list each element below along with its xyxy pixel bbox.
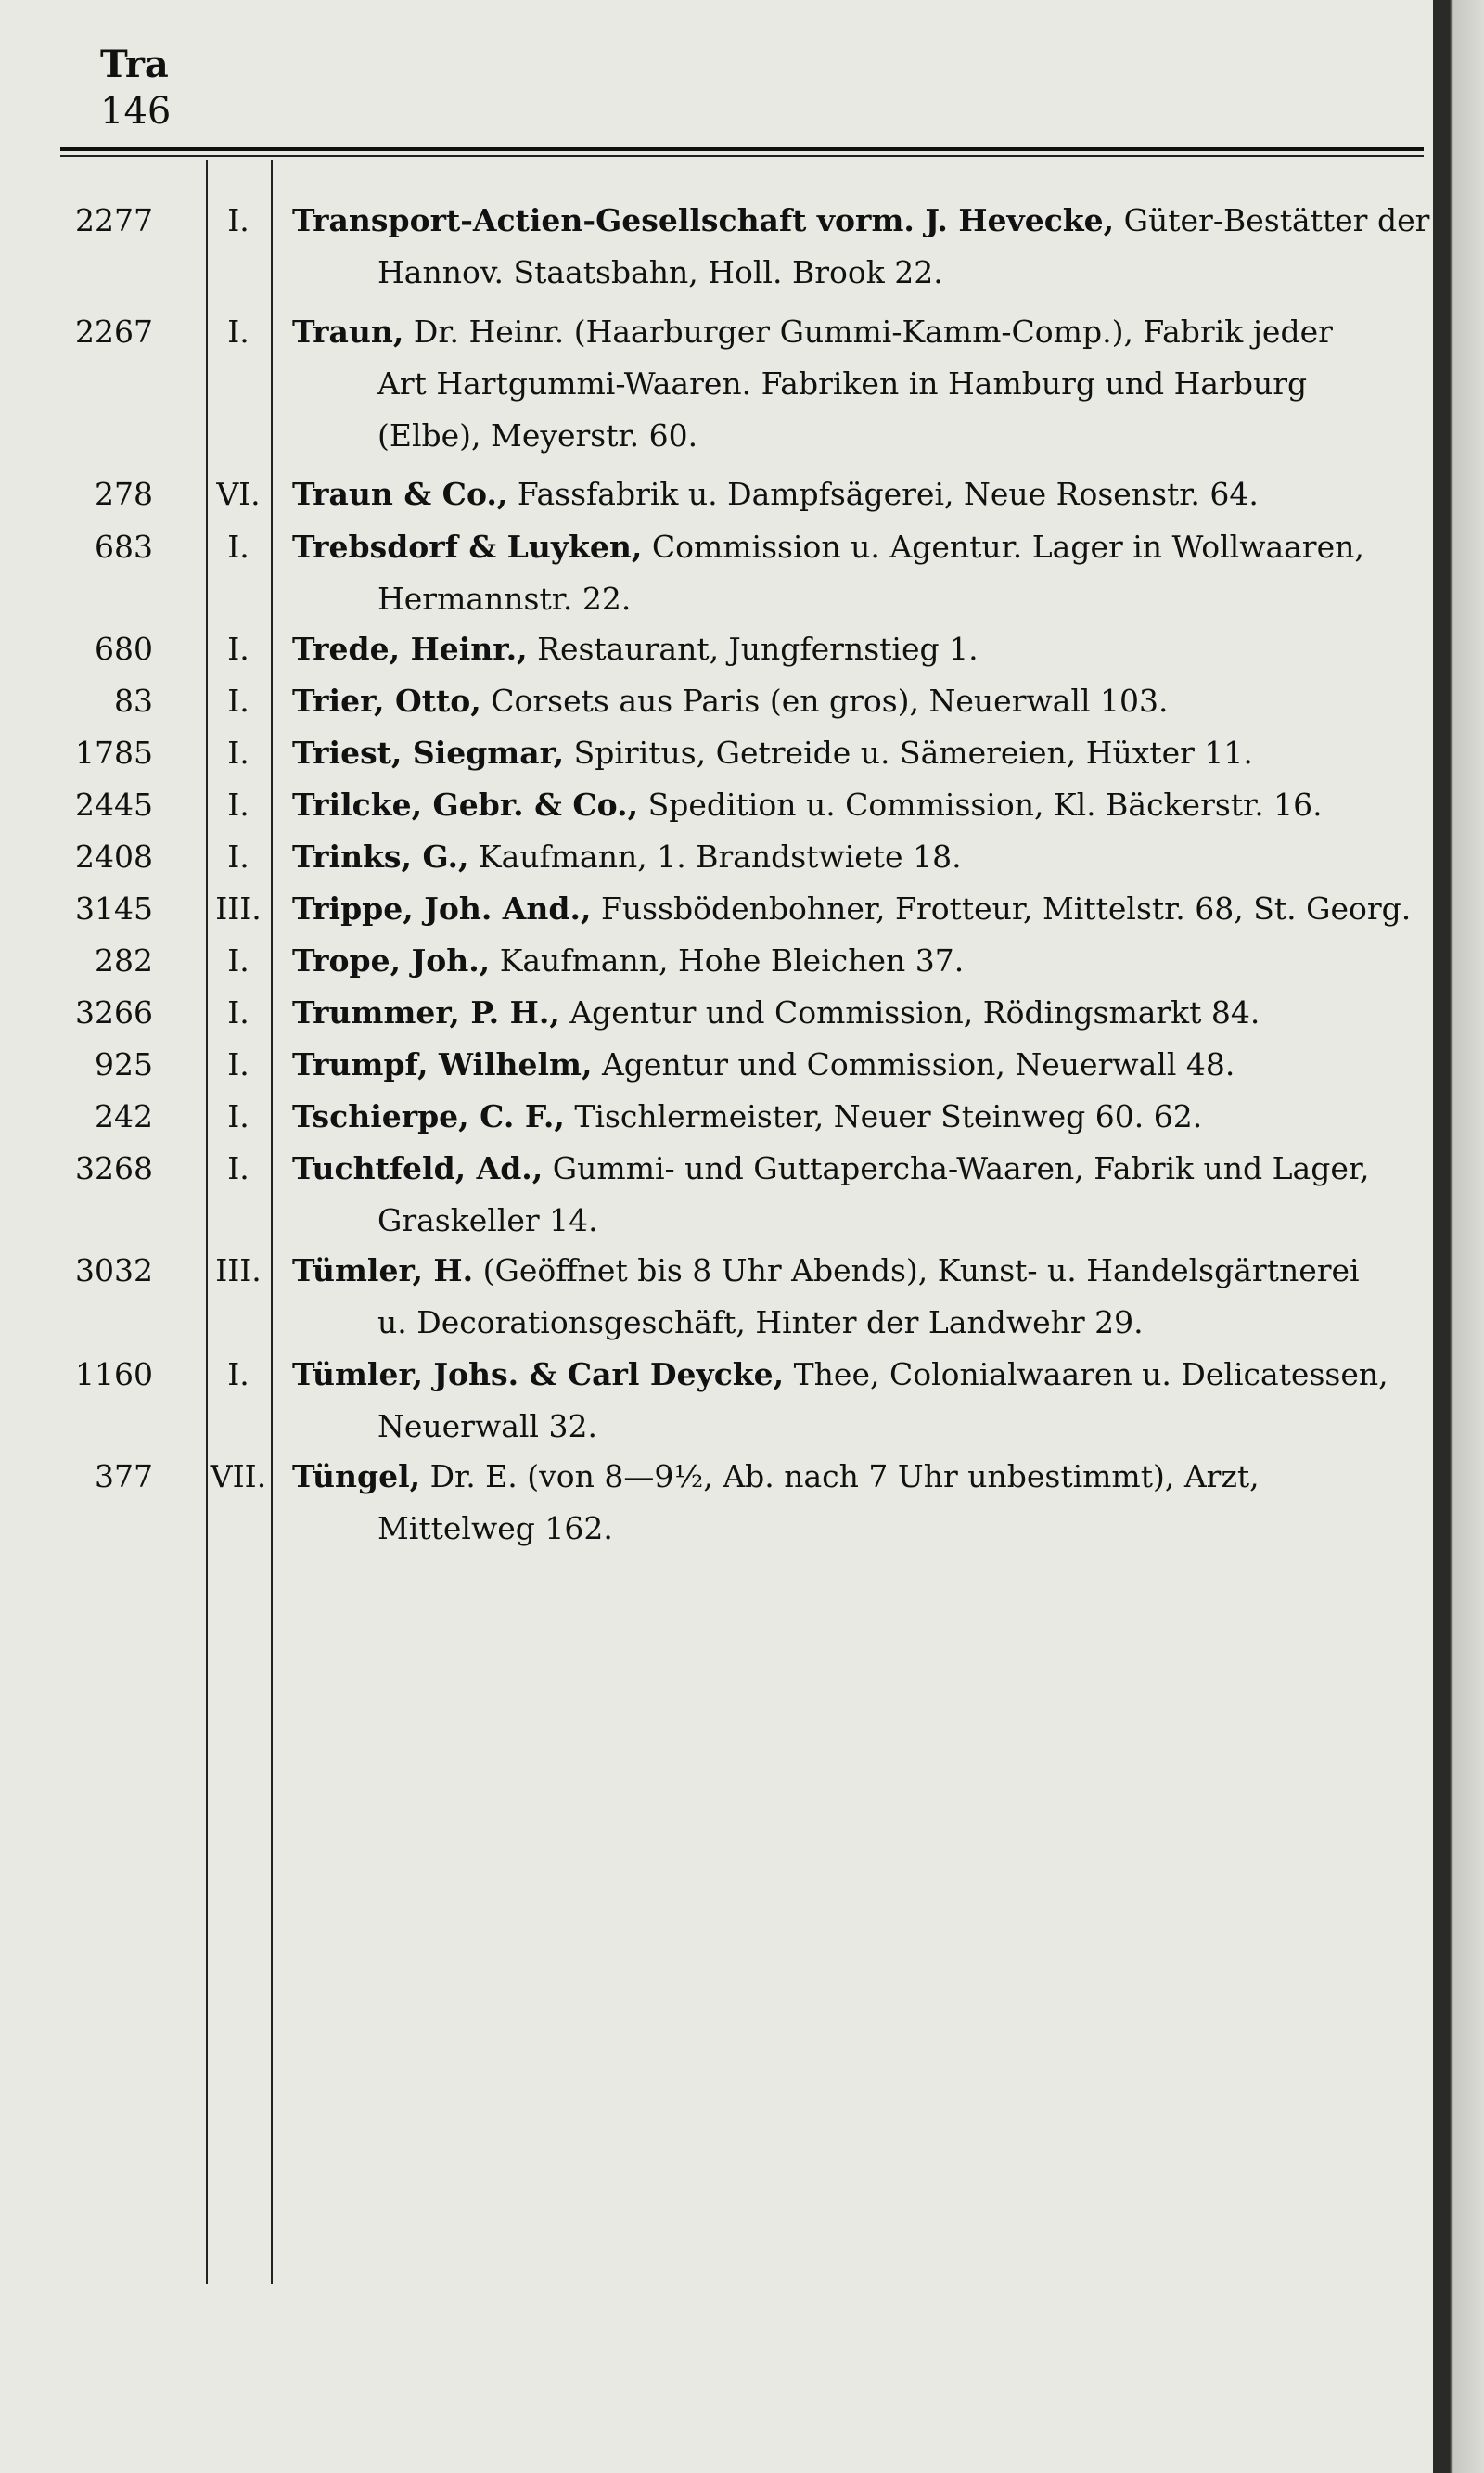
entry-description: Fussbödenbohner, Frotteur, Mittelstr. 68, St. Georg. — [591, 891, 1412, 927]
entry-number: 680 — [95, 631, 153, 667]
entry-first-line — [292, 987, 1424, 1039]
entry-continuation-line: Graskeller 14. — [377, 1202, 598, 1238]
entry-first-line — [292, 831, 1424, 883]
entry-number: 925 — [95, 1046, 153, 1083]
entry-text — [292, 831, 1424, 883]
entry-description: Spedition u. Commission, Kl. Bäckerstr. 16. — [638, 787, 1323, 823]
entry-description: Corsets aus Paris (en gros), Neuerwall 103. — [480, 683, 1169, 719]
entry-text — [292, 1091, 1424, 1143]
entry-first-line — [292, 468, 1424, 520]
entry-class: I. — [227, 202, 249, 238]
entry-name: Tüngel, — [292, 1458, 421, 1494]
entry-first-line — [292, 1245, 1424, 1297]
entry-description: Fassfabrik u. Dampfsägerei, Neue Rosenstr. 64. — [507, 476, 1259, 512]
entry-first-line — [292, 675, 1424, 727]
entry-number: 2277 — [75, 202, 153, 238]
entry-continuation-line: Hannov. Staatsbahn, Holl. Brook 22. — [377, 254, 943, 290]
entry-number: 3268 — [75, 1150, 153, 1186]
entry-first-line — [292, 1349, 1424, 1401]
entry-number: 242 — [95, 1098, 153, 1134]
entry-continuation-line: (Elbe), Meyerstr. 60. — [377, 417, 698, 454]
entry-class: I. — [227, 1150, 249, 1186]
entry-class: III. — [215, 1252, 262, 1288]
entry-first-line — [292, 306, 1424, 358]
entry-class: I. — [227, 631, 249, 667]
entry-description: Kaufmann, Hohe Bleichen 37. — [490, 942, 965, 979]
entry-continuation-line: Mittelweg 162. — [377, 1510, 613, 1546]
entry-continuation-line: Art Hartgummi-Waaren. Fabriken in Hamburg und Harburg — [377, 365, 1308, 402]
entry-name: Transport-Actien-Gesellschaft vorm. J. Hevecke, — [292, 202, 1115, 238]
entry-text — [292, 883, 1424, 935]
entry-name: Trede, Heinr., — [292, 631, 528, 667]
entry-description: Commission u. Agentur. Lager in Wollwaaren, — [642, 529, 1364, 565]
entry-text — [292, 623, 1424, 675]
entry-text — [292, 1451, 1424, 1555]
entry-number: 278 — [95, 476, 153, 512]
entry-description: (Geöffnet bis 8 Uhr Abends), Kunst- u. Handelsgärtnerei — [473, 1252, 1360, 1288]
header-rule — [60, 147, 1424, 151]
entry-first-line — [292, 1451, 1424, 1503]
entry-number: 2445 — [75, 787, 153, 823]
entry-text — [292, 675, 1424, 727]
entry-text — [292, 1143, 1424, 1247]
page-number: 146 — [100, 90, 172, 133]
entry-number: 2267 — [75, 314, 153, 350]
entry-text — [292, 1245, 1424, 1349]
entry-first-line — [292, 935, 1424, 987]
entry-class: I. — [227, 1046, 249, 1083]
entry-number: 83 — [114, 683, 153, 719]
entry-description: Kaufmann, 1. Brandstwiete 18. — [468, 839, 962, 875]
entry-name: Tümler, H. — [292, 1252, 474, 1288]
entry-class: I. — [227, 1356, 249, 1392]
entry-description: Spiritus, Getreide u. Sämereien, Hüxter 11. — [564, 735, 1253, 771]
running-header-key: Tra — [100, 43, 169, 86]
entry-name: Triest, Siegmar, — [292, 735, 565, 771]
entry-description: Agentur und Commission, Rödingsmarkt 84. — [559, 994, 1260, 1031]
entry-name: Traun & Co., — [292, 476, 508, 512]
entry-text — [292, 468, 1424, 520]
entry-name: Trumpf, Wilhelm, — [292, 1046, 593, 1083]
entry-description: Dr. E. (von 8—9½, Ab. nach 7 Uhr unbestimmt), Arzt, — [420, 1458, 1260, 1494]
entry-name: Tümler, Johs. & Carl Deycke, — [292, 1356, 785, 1392]
column-divider-right — [271, 160, 273, 2284]
entry-class: I. — [227, 787, 249, 823]
entry-first-line — [292, 521, 1424, 573]
entry-text — [292, 727, 1424, 779]
entry-class: VII. — [210, 1458, 267, 1494]
entry-class: I. — [227, 314, 249, 350]
entry-text — [292, 521, 1424, 625]
header-rule-thin — [60, 155, 1424, 157]
entry-continuation-line: u. Decorationsgeschäft, Hinter der Landwehr 29. — [377, 1304, 1144, 1340]
entry-description: Dr. Heinr. (Haarburger Gummi-Kamm-Comp.), Fabrik jeder — [403, 314, 1333, 350]
entry-continuation-line: Neuerwall 32. — [377, 1408, 597, 1444]
entry-description: Thee, Colonialwaaren u. Delicatessen, — [784, 1356, 1388, 1392]
entry-name: Tuchtfeld, Ad., — [292, 1150, 544, 1186]
entry-description: Tischlermeister, Neuer Steinweg 60. 62. — [564, 1098, 1203, 1134]
entry-first-line — [292, 727, 1424, 779]
entry-first-line — [292, 883, 1424, 935]
entry-class: VI. — [216, 476, 261, 512]
entry-name: Trier, Otto, — [292, 683, 481, 719]
entry-class: I. — [227, 735, 249, 771]
entry-text — [292, 935, 1424, 987]
entry-name: Trummer, P. H., — [292, 994, 560, 1031]
entry-number: 2408 — [75, 839, 153, 875]
entry-first-line — [292, 1091, 1424, 1143]
adjacent-page-edge — [1433, 0, 1484, 2473]
entry-text — [292, 306, 1424, 462]
entry-first-line — [292, 779, 1424, 831]
entry-name: Trebsdorf & Luyken, — [292, 529, 643, 565]
entry-text — [292, 1039, 1424, 1091]
entry-number: 1160 — [75, 1356, 153, 1392]
entry-description: Agentur und Commission, Neuerwall 48. — [592, 1046, 1235, 1083]
entry-description: Restaurant, Jungfernstieg 1. — [527, 631, 979, 667]
entry-number: 3266 — [75, 994, 153, 1031]
entry-class: III. — [215, 891, 262, 927]
entry-number: 377 — [95, 1458, 153, 1494]
entry-name: Trilcke, Gebr. & Co., — [292, 787, 639, 823]
entry-first-line — [292, 195, 1430, 247]
entry-continuation-line: Hermannstr. 22. — [377, 581, 632, 617]
entry-name: Tschierpe, C. F., — [292, 1098, 565, 1134]
entry-class: I. — [227, 942, 249, 979]
entry-number: 3032 — [75, 1252, 153, 1288]
entry-description: Güter-Bestätter der — [1114, 202, 1430, 238]
entry-class: I. — [227, 683, 249, 719]
entry-class: I. — [227, 529, 249, 565]
entry-number: 683 — [95, 529, 153, 565]
entry-name: Trinks, G., — [292, 839, 469, 875]
entry-text — [292, 195, 1430, 299]
entry-text — [292, 779, 1424, 831]
entry-first-line — [292, 623, 1424, 675]
entry-name: Trope, Joh., — [292, 942, 491, 979]
entry-description: Gummi- und Guttapercha-Waaren, Fabrik und Lager, — [543, 1150, 1370, 1186]
entry-number: 282 — [95, 942, 153, 979]
entry-name: Traun, — [292, 314, 404, 350]
entry-class: I. — [227, 994, 249, 1031]
entry-text — [292, 1349, 1424, 1453]
entry-number: 3145 — [75, 891, 153, 927]
entry-first-line — [292, 1039, 1424, 1091]
entry-name: Trippe, Joh. And., — [292, 891, 592, 927]
entry-text — [292, 987, 1424, 1039]
entry-first-line — [292, 1143, 1424, 1195]
entry-number: 1785 — [75, 735, 153, 771]
entry-class: I. — [227, 839, 249, 875]
entry-class: I. — [227, 1098, 249, 1134]
